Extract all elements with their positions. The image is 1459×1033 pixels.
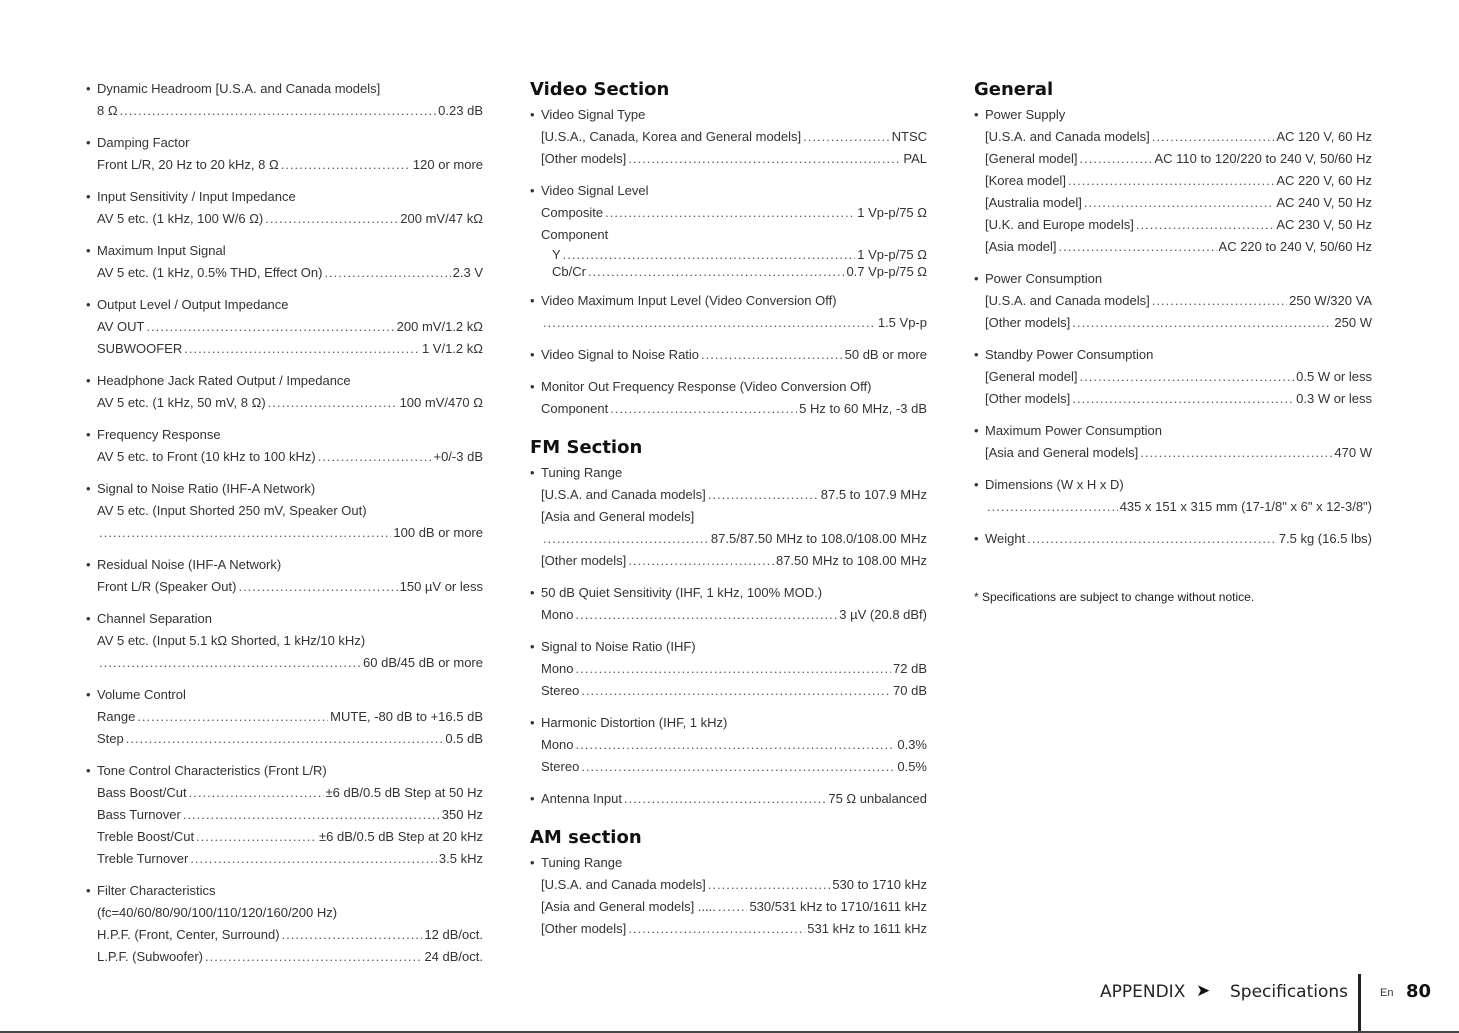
spec-value: 3 µV (20.8 dBf) — [839, 607, 927, 622]
spec-value: 0.5 dB — [445, 731, 483, 746]
spec-value: 530 to 1710 kHz — [832, 877, 927, 892]
spec-title: • Power Consumption — [974, 268, 1372, 290]
spec-row — [86, 338, 483, 360]
spec-title-row — [530, 788, 927, 810]
spec-title: • Volume Control — [86, 684, 483, 706]
spec-row — [530, 263, 927, 280]
dot-leader — [268, 392, 398, 414]
spec-label: [Korea model] — [985, 173, 1066, 188]
spec-row — [86, 706, 483, 728]
spec-label: [Other models] — [985, 315, 1071, 330]
spec-row — [86, 446, 483, 468]
spec-group — [86, 424, 483, 468]
spec-label: 8 Ω — [97, 103, 118, 118]
spec-row — [86, 728, 483, 750]
spec-label: Stereo — [541, 759, 580, 774]
spec-label: Treble Boost/Cut — [97, 829, 195, 844]
footer-language: En — [1380, 987, 1394, 999]
spec-value: AC 120 V, 60 Hz — [1276, 129, 1372, 144]
dot-leader — [701, 344, 843, 366]
spec-title: • Video Signal Type — [530, 104, 927, 126]
spec-row — [974, 366, 1372, 388]
dot-leader — [628, 148, 901, 170]
dot-leader — [576, 604, 838, 626]
spec-label: [U.S.A. and Canada models] — [985, 293, 1150, 308]
dot-leader — [1152, 290, 1287, 312]
dot-leader — [708, 874, 831, 896]
spec-group — [530, 712, 927, 778]
spec-label: Stereo — [541, 683, 580, 698]
spec-group — [86, 78, 483, 122]
spec-group — [530, 376, 927, 420]
spec-row — [530, 312, 927, 334]
dot-leader — [624, 788, 826, 810]
spec-group — [974, 474, 1372, 518]
spec-row — [530, 246, 927, 263]
spec-value: 72 dB — [893, 661, 927, 676]
spec-group — [86, 684, 483, 750]
dot-leader — [1080, 148, 1153, 170]
dot-leader — [563, 246, 856, 263]
spec-group — [974, 420, 1372, 464]
spec-value: 7.5 kg (16.5 lbs) — [1278, 531, 1372, 546]
spec-row — [530, 550, 927, 572]
right-column — [974, 78, 1372, 604]
am-section-heading: AM section — [530, 827, 642, 848]
spec-label: [Asia and General models] ..... — [541, 899, 716, 914]
spec-note: AV 5 etc. (Input 5.1 kΩ Shorted, 1 kHz/10 kHz) — [97, 633, 366, 648]
spec-group — [530, 788, 927, 810]
spec-group — [530, 462, 927, 572]
dot-leader — [126, 728, 444, 750]
spec-row — [530, 756, 927, 778]
dot-leader — [146, 316, 394, 338]
spec-label: [General model] — [985, 151, 1078, 166]
spec-title: • Frequency Response — [86, 424, 483, 446]
spec-value: 350 Hz — [441, 807, 483, 822]
spec-group — [86, 760, 483, 870]
spec-value: 50 dB or more — [844, 347, 927, 362]
spec-label: Front L/R, 20 Hz to 20 kHz, 8 Ω — [97, 157, 279, 172]
page-number: 80 — [1406, 981, 1432, 1002]
dot-leader — [581, 756, 895, 778]
spec-group — [86, 186, 483, 230]
spec-note: AV 5 etc. (Input Shorted 250 mV, Speaker Out) — [97, 503, 367, 518]
footer-specifications-link[interactable]: Specifications — [1230, 982, 1349, 1002]
spec-value: 470 W — [1334, 445, 1372, 460]
spec-row — [530, 202, 927, 224]
spec-group — [530, 852, 927, 940]
spec-label: Mono — [541, 607, 574, 622]
page-footer — [0, 974, 1459, 1033]
spec-value: ±6 dB/0.5 dB Step at 20 kHz — [319, 829, 483, 844]
spec-value: AC 220 V, 60 Hz — [1276, 173, 1372, 188]
spec-group — [530, 290, 927, 334]
dot-leader — [581, 680, 891, 702]
spec-title: • Maximum Power Consumption — [974, 420, 1372, 442]
spec-value: 250 W/320 VA — [1289, 293, 1372, 308]
spec-row — [530, 896, 927, 918]
dot-leader — [610, 398, 797, 420]
spec-value: 87.5 to 107.9 MHz — [820, 487, 927, 502]
spec-label: AV 5 etc. (1 kHz, 100 W/6 Ω) — [97, 211, 264, 226]
spec-group — [530, 582, 927, 626]
spec-group — [86, 240, 483, 284]
spec-value: 530/531 kHz to 1710/1611 kHz — [749, 899, 927, 914]
spec-label: Bass Turnover — [97, 807, 181, 822]
spec-value: MUTE, -80 dB to +16.5 dB — [330, 709, 483, 724]
dot-leader — [628, 918, 805, 940]
spec-label: Mono — [541, 737, 574, 752]
dot-leader — [196, 826, 317, 848]
spec-value: 87.5/87.50 MHz to 108.0/108.00 MHz — [710, 531, 927, 546]
dot-leader — [1072, 388, 1294, 410]
spec-group — [974, 344, 1372, 410]
spec-label: AV 5 etc. (1 kHz, 0.5% THD, Effect On) — [97, 265, 323, 280]
spec-value: 100 mV/470 Ω — [399, 395, 483, 410]
spec-title: • Signal to Noise Ratio (IHF-A Network) — [86, 478, 483, 500]
spec-title: • Channel Separation — [86, 608, 483, 630]
spec-value: 5 Hz to 60 MHz, -3 dB — [799, 401, 927, 416]
dot-leader — [137, 706, 328, 728]
spec-value: 435 x 151 x 315 mm (17-1/8" x 6" x 12-3/8") — [1119, 499, 1372, 514]
spec-label: [Australia model] — [985, 195, 1082, 210]
video-section-heading: Video Section — [530, 79, 670, 100]
spec-title: • Signal to Noise Ratio (IHF) — [530, 636, 927, 658]
spec-label: [U.K. and Europe models] — [985, 217, 1134, 232]
dot-leader — [324, 262, 450, 284]
spec-value: 75 Ω unbalanced — [828, 791, 927, 806]
spec-value: 200 mV/1.2 kΩ — [396, 319, 483, 334]
spec-title: • Damping Factor — [86, 132, 483, 154]
spec-row — [530, 918, 927, 940]
spec-title: • Harmonic Distortion (IHF, 1 kHz) — [530, 712, 927, 734]
spec-row — [86, 576, 483, 598]
spec-label: Mono — [541, 661, 574, 676]
spec-title: • Input Sensitivity / Input Impedance — [86, 186, 483, 208]
dot-leader — [588, 263, 845, 280]
footer-appendix-link[interactable]: APPENDIX — [1100, 982, 1186, 1002]
spec-group — [86, 370, 483, 414]
spec-group — [86, 478, 483, 544]
dot-leader — [987, 496, 1118, 518]
dot-leader — [576, 734, 896, 756]
left-column — [86, 78, 483, 978]
dot-leader — [120, 100, 437, 122]
dot-leader — [1068, 170, 1274, 192]
dot-leader — [282, 924, 423, 946]
spec-label: Y — [552, 247, 561, 262]
spec-title: • Headphone Jack Rated Output / Impedance — [86, 370, 483, 392]
spec-group — [530, 104, 927, 170]
spec-label: [U.S.A. and Canada models] — [985, 129, 1150, 144]
spec-title: • Power Supply — [974, 104, 1372, 126]
spec-row — [530, 126, 927, 148]
spec-value: 0.23 dB — [438, 103, 483, 118]
spec-group — [974, 104, 1372, 258]
dot-leader — [803, 126, 889, 148]
spec-value: 1.5 Vp-p — [877, 315, 927, 330]
spec-value: 2.3 V — [452, 265, 483, 280]
spec-label: Step — [97, 731, 124, 746]
spec-title: • Video Signal to Noise Ratio — [541, 347, 700, 362]
spec-label: [General model] — [985, 369, 1078, 384]
spec-value: ±6 dB/0.5 dB Step at 50 Hz — [325, 785, 483, 800]
spec-value: 0.5% — [897, 759, 927, 774]
spec-row — [974, 214, 1372, 236]
dot-leader — [238, 576, 397, 598]
spec-value: 87.50 MHz to 108.00 MHz — [775, 553, 927, 568]
spec-value: 1 Vp-p/75 Ω — [857, 205, 927, 220]
spec-title: • Tuning Range — [530, 852, 927, 874]
spec-title: • Video Signal Level — [530, 180, 927, 202]
dot-leader — [205, 946, 422, 968]
dot-leader — [543, 312, 876, 334]
spec-value: 150 µV or less — [399, 579, 483, 594]
spec-row — [530, 874, 927, 896]
spec-title: • Tone Control Characteristics (Front L/R) — [86, 760, 483, 782]
spec-group — [86, 880, 483, 968]
spec-value: AC 220 to 240 V, 50/60 Hz — [1218, 239, 1372, 254]
dot-leader — [265, 208, 398, 230]
spec-label: Bass Boost/Cut — [97, 785, 187, 800]
spec-title: • Tuning Range — [530, 462, 927, 484]
spec-title: • Video Maximum Input Level (Video Conversion Off) — [530, 290, 927, 312]
spec-value: 3.5 kHz — [438, 851, 483, 866]
spec-label: [U.S.A. and Canada models] — [541, 487, 706, 502]
spec-value: 1 V/1.2 kΩ — [421, 341, 483, 356]
dot-leader — [183, 804, 440, 826]
spec-value: 70 dB — [893, 683, 927, 698]
spec-row — [530, 734, 927, 756]
dot-leader — [718, 896, 748, 918]
spec-group — [974, 528, 1372, 550]
spec-label: H.P.F. (Front, Center, Surround) — [97, 927, 280, 942]
spec-row — [86, 652, 483, 674]
dot-leader — [1152, 126, 1275, 148]
spec-title: • Weight — [985, 531, 1026, 546]
spec-label: Composite — [541, 205, 604, 220]
spec-label: AV 5 etc. (1 kHz, 50 mV, 8 Ω) — [97, 395, 266, 410]
spec-label: [Other models] — [541, 553, 627, 568]
spec-label: [Other models] — [541, 921, 627, 936]
spec-label: L.P.F. (Subwoofer) — [97, 949, 203, 964]
spec-row — [86, 208, 483, 230]
spec-value: 250 W — [1334, 315, 1372, 330]
dot-leader — [1080, 366, 1295, 388]
spec-row — [86, 154, 483, 176]
spec-note: (fc=40/60/80/90/100/110/120/160/200 Hz) — [97, 905, 338, 920]
dot-leader — [318, 446, 432, 468]
spec-row — [974, 442, 1372, 464]
dot-leader — [628, 550, 774, 572]
spec-row — [86, 782, 483, 804]
spec-title: • Output Level / Output Impedance — [86, 294, 483, 316]
spec-value: 0.5 W or less — [1296, 369, 1372, 384]
spec-title: • Residual Noise (IHF-A Network) — [86, 554, 483, 576]
spec-row — [974, 148, 1372, 170]
dot-leader — [189, 782, 324, 804]
spec-label: Range — [97, 709, 136, 724]
spec-title: • Monitor Out Frequency Response (Video Conversion Off) — [530, 376, 927, 398]
spec-title: • 50 dB Quiet Sensitivity (IHF, 1 kHz, 100% MOD.) — [530, 582, 927, 604]
fm-section-heading: FM Section — [530, 437, 643, 458]
spec-label: SUBWOOFER — [97, 341, 183, 356]
spec-value: NTSC — [891, 129, 927, 144]
spec-row — [86, 804, 483, 826]
spec-title: • Dimensions (W x H x D) — [974, 474, 1372, 496]
spec-group — [86, 608, 483, 674]
spec-value: 1 Vp-p/75 Ω — [857, 247, 927, 262]
spec-row — [530, 148, 927, 170]
spec-row — [974, 170, 1372, 192]
spec-label: AV 5 etc. to Front (10 kHz to 100 kHz) — [97, 449, 316, 464]
general-section-heading: General — [974, 79, 1054, 100]
spec-label: Front L/R (Speaker Out) — [97, 579, 237, 594]
spec-title-row — [530, 344, 927, 366]
spec-group — [530, 636, 927, 702]
spec-label: Treble Turnover — [97, 851, 189, 866]
spec-row — [974, 312, 1372, 334]
spec-value: PAL — [903, 151, 927, 166]
spec-label: [Asia model] — [985, 239, 1057, 254]
dot-leader — [708, 484, 819, 506]
spec-label: AV OUT — [97, 319, 145, 334]
dot-leader — [184, 338, 420, 360]
spec-label: [U.S.A. and Canada models] — [541, 877, 706, 892]
spec-row — [974, 290, 1372, 312]
dot-leader — [1059, 236, 1217, 258]
spec-row — [974, 126, 1372, 148]
spec-value: 120 or more — [412, 157, 483, 172]
middle-column — [530, 78, 927, 950]
spec-row — [86, 924, 483, 946]
spec-value: 100 dB or more — [393, 525, 483, 540]
dot-leader — [190, 848, 437, 870]
spec-value: 0.7 Vp-p/75 Ω — [846, 264, 927, 279]
spec-row — [974, 496, 1372, 518]
spec-group — [86, 132, 483, 176]
spec-row — [530, 484, 927, 506]
spec-value: 531 kHz to 1611 kHz — [807, 921, 927, 936]
dot-leader — [99, 522, 391, 544]
spec-row — [974, 388, 1372, 410]
spec-title: • Standby Power Consumption — [974, 344, 1372, 366]
spec-value: 200 mV/47 kΩ — [400, 211, 483, 226]
spec-row — [530, 398, 927, 420]
dot-leader — [1136, 214, 1275, 236]
spec-value: 12 dB/oct. — [424, 927, 483, 942]
footer-divider — [1358, 974, 1361, 1032]
spec-value: +0/-3 dB — [433, 449, 483, 464]
dot-leader — [1084, 192, 1275, 214]
spec-row — [974, 192, 1372, 214]
spec-row — [86, 262, 483, 284]
spec-value: AC 110 to 120/220 to 240 V, 50/60 Hz — [1154, 151, 1372, 166]
dot-leader — [99, 652, 361, 674]
spec-row — [530, 658, 927, 680]
spec-title: • Maximum Input Signal — [86, 240, 483, 262]
spec-row — [86, 848, 483, 870]
spec-group — [530, 344, 927, 366]
spec-value: 0.3 W or less — [1296, 391, 1372, 406]
spec-row — [530, 528, 927, 550]
spec-row — [974, 236, 1372, 258]
dot-leader — [576, 658, 891, 680]
spec-label: [Other models] — [541, 151, 627, 166]
spec-note: [Asia and General models] — [541, 509, 695, 524]
spec-label: Component — [541, 401, 609, 416]
spec-row — [86, 946, 483, 968]
spec-value: 0.3% — [897, 737, 927, 752]
spec-group — [86, 554, 483, 598]
spec-row — [530, 604, 927, 626]
footnote: * Specifications are subject to change without notice. — [974, 590, 1255, 604]
spec-value: AC 240 V, 50 Hz — [1276, 195, 1372, 210]
spec-note: Component — [541, 227, 609, 242]
spec-label: [Asia and General models] — [985, 445, 1139, 460]
spec-label: [U.S.A., Canada, Korea and General models] — [541, 129, 802, 144]
spec-value: AC 230 V, 50 Hz — [1276, 217, 1372, 232]
dot-leader — [1027, 528, 1277, 550]
spec-group — [974, 268, 1372, 334]
spec-label: [Other models] — [985, 391, 1071, 406]
dot-leader — [543, 528, 709, 550]
spec-row — [86, 826, 483, 848]
spec-row — [86, 100, 483, 122]
spec-title: • Antenna Input — [541, 791, 622, 806]
dot-leader — [281, 154, 411, 176]
spec-row — [86, 522, 483, 544]
dot-leader — [1140, 442, 1332, 464]
spec-group — [530, 180, 927, 280]
spec-row — [530, 680, 927, 702]
spec-value: 60 dB/45 dB or more — [363, 655, 483, 670]
spec-row — [86, 392, 483, 414]
dot-leader — [1072, 312, 1332, 334]
spec-row — [86, 316, 483, 338]
spec-title: • Filter Characteristics — [86, 880, 483, 902]
spec-value: 24 dB/oct. — [424, 949, 483, 964]
spec-title: • Dynamic Headroom [U.S.A. and Canada models] — [86, 78, 483, 100]
spec-group — [86, 294, 483, 360]
dot-leader — [605, 202, 855, 224]
arrow-right-icon: ➤ — [1196, 981, 1211, 1000]
spec-label: Cb/Cr — [552, 264, 586, 279]
spec-title-row — [974, 528, 1372, 550]
